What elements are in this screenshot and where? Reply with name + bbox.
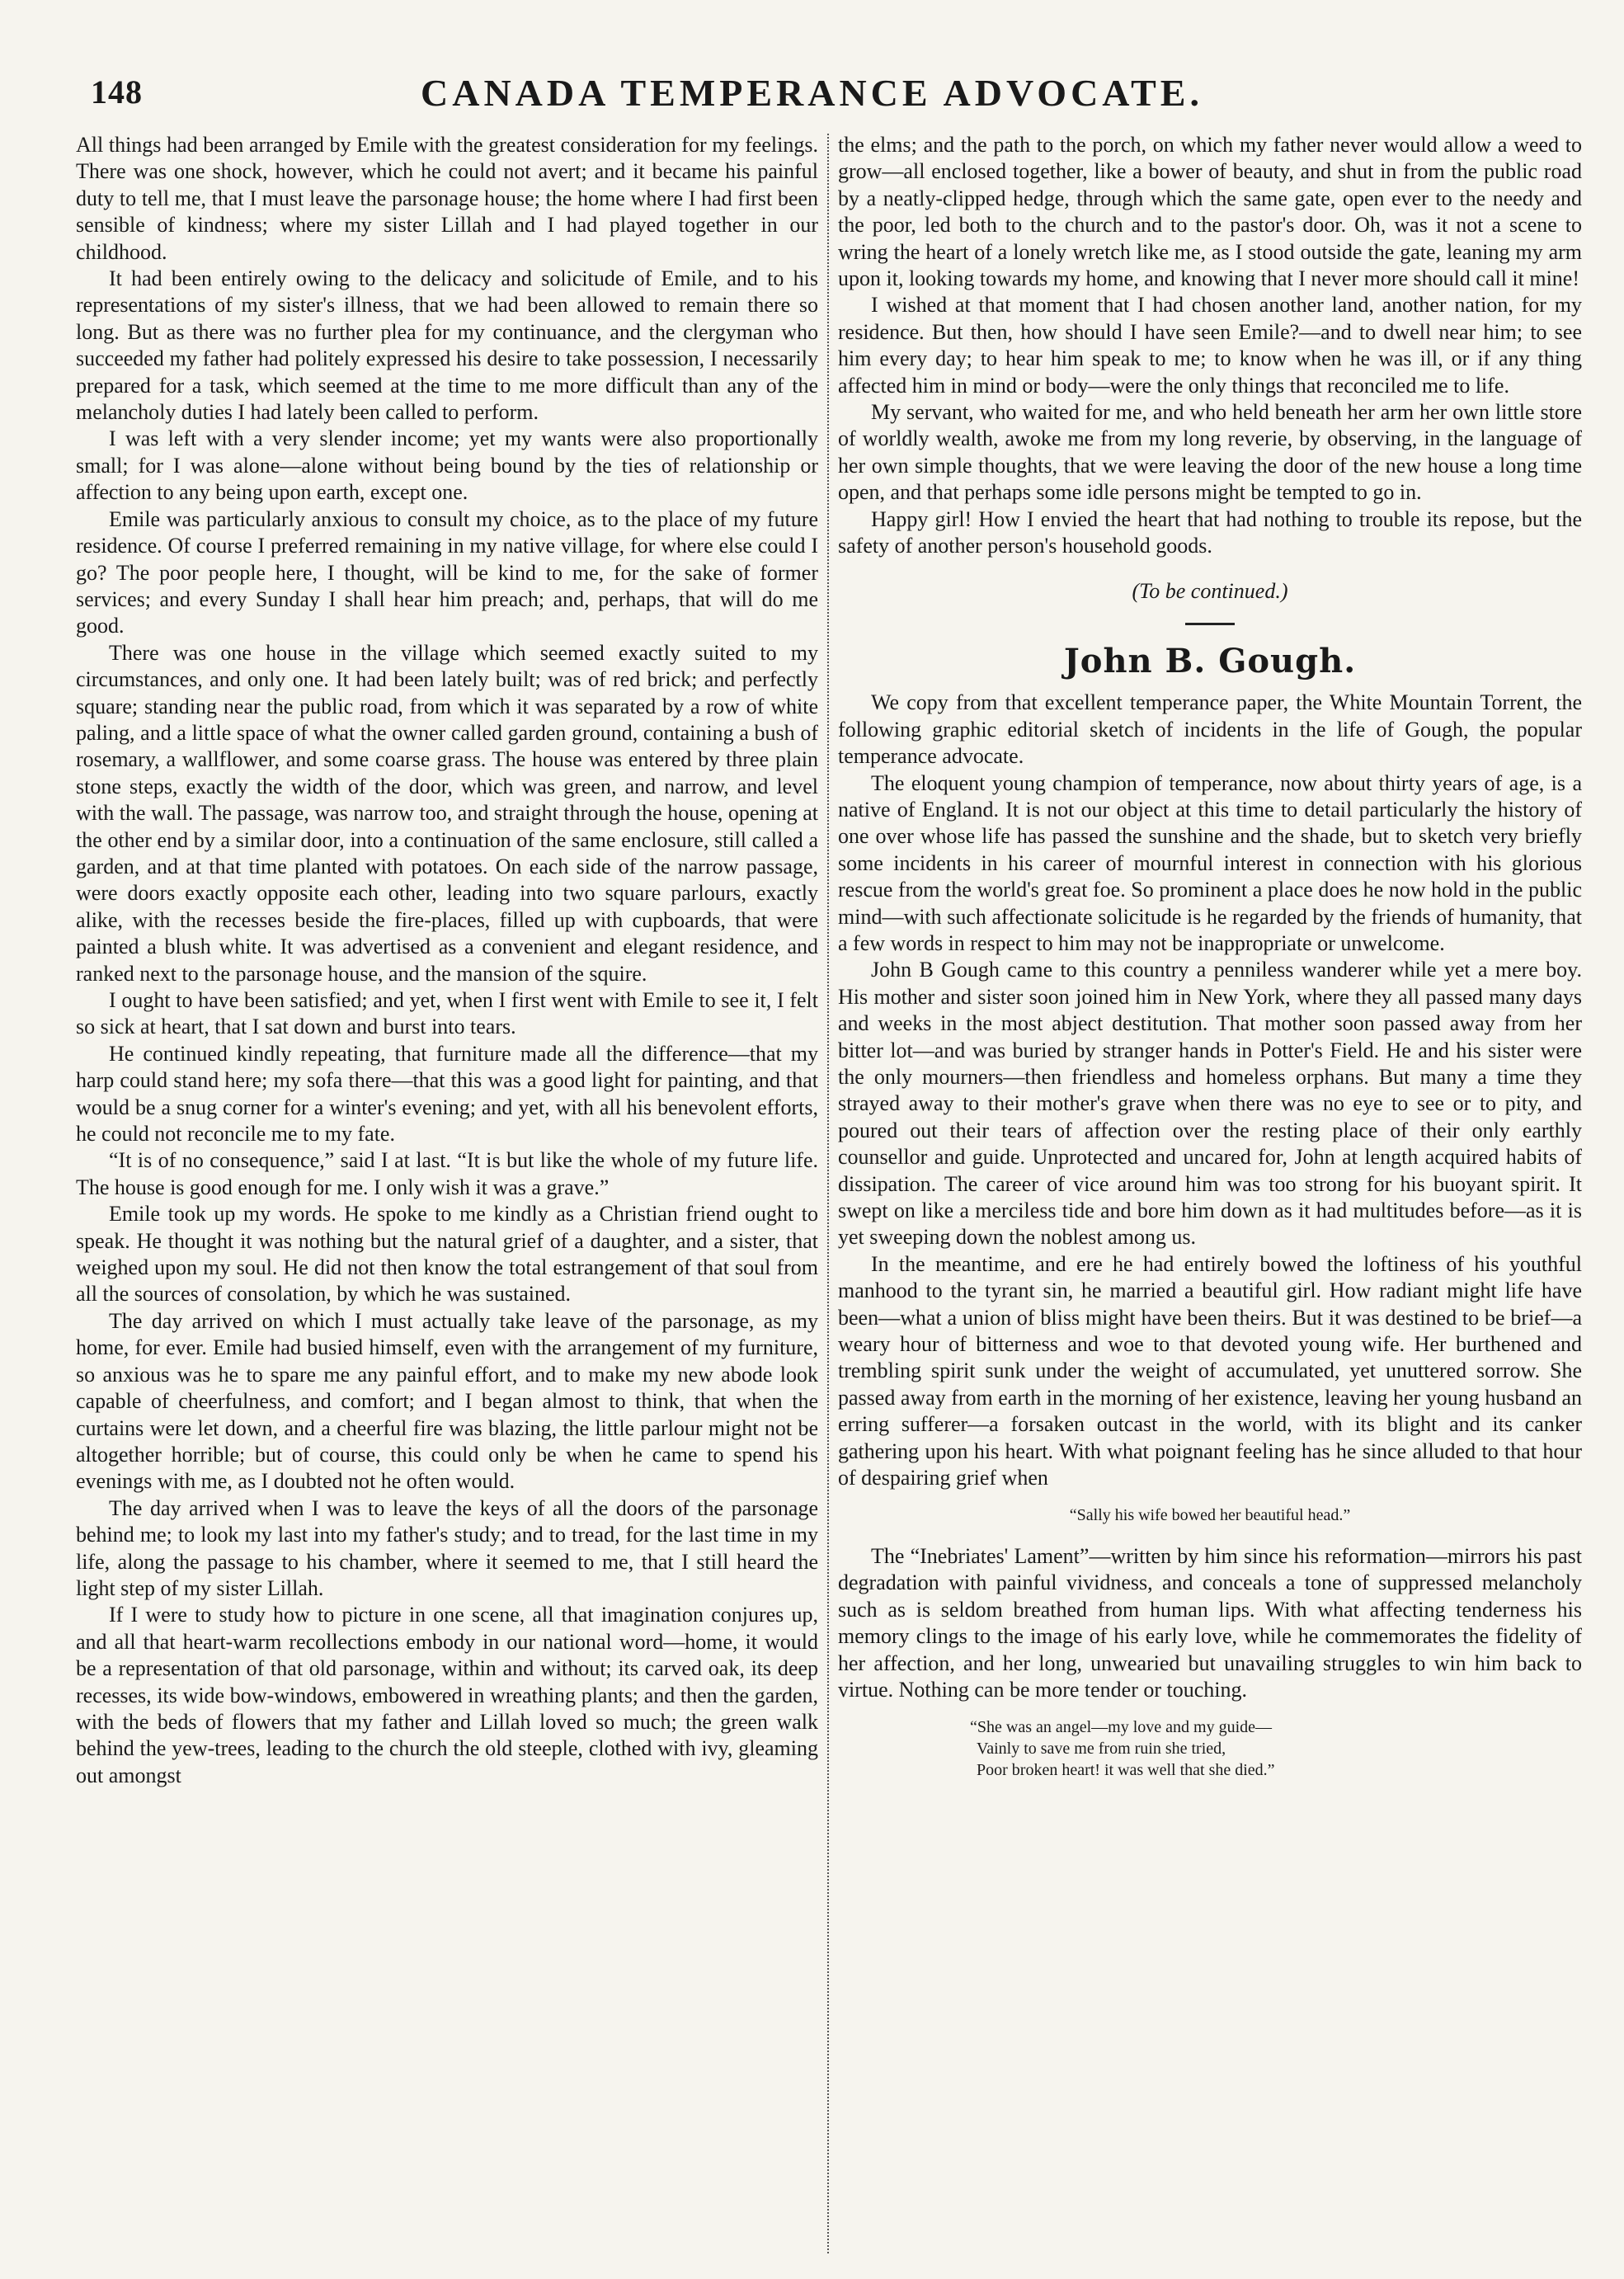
story-paragraph: If I were to study how to picture in one scene, all that imagination conjures up, and all that heart-warm recollections embody in our national word—home, it would be a representation of that old parsonage, within and without; its carved oak, its deep recesses, its wide bow-windows, embowered in wreathing plants; and then the garden, with the beds of flowers that my father and Lillah loved so much; the green walk behind the yew-trees, leading to the church the old steeple, clothed with ivy, gleaming out amongst bbox=[76, 1603, 818, 1787]
running-title: CANADA TEMPERANCE ADVOCATE. bbox=[421, 72, 1203, 114]
story-paragraph: The day arrived on which I must actually take leave of the parsonage, as my home, for ever. Emile had busied himself, even with the arrangement of my furniture, so anxious was he to spare me any painful effort, and to make my new abode look capable of cheerfulness, and comfort; and I began almost to think, that when the curtains were let down, and a cheerful fire was blazing, the little parlour might not be altogether horrible; but of course, this could only be when he came to spend his evenings with me, as I doubted not he often would. bbox=[76, 1308, 818, 1494]
article-paragraph: We copy from that excellent temperance paper, the White Mountain Torrent, the following graphic editorial sketch of incidents in the life of Gough, the popular temperance advocate. bbox=[838, 690, 1582, 769]
verse-line: “She was an angel—my love and my guide— bbox=[970, 1718, 1273, 1737]
verse-block bbox=[970, 1716, 1582, 1781]
story-paragraph: The day arrived when I was to leave the keys of all the doors of the parsonage behind me; to look my last into my father's study; and to tread, for the last time in my life, along the passage to his chamber, where it seemed to me, that I still heard the light step of my sister Lillah. bbox=[76, 1495, 818, 1600]
article-paragraph: John B Gough came to this country a penniless wanderer while yet a mere boy. His mother and sister soon joined him in New York, where they all passed many days and weeks in the most abject destitution. That mother soon passed away from her bitter lot—and was buried by stranger hands in Potter's Field. He and his sister were the only mourners—then friendless and homeless orphans. But many a time they strayed away to their mother's grave when there was no eye to see or to pity, and poured out their tears of affection over the resting place of their only earthly counsellor and guide. Unprotected and uncared for, John at length acquired habits of dissipation. The career of vice around him was too strong for his buoyant spirit. It swept on like a merciless tide and bore him down as it had multitudes before—as it is yet sweeping down the noblest among us. bbox=[838, 958, 1582, 1250]
story-paragraph: All things had been arranged by Emile with the greatest consideration for my feelings. There was one shock, however, which he could not avert; and it became his painful duty to tell me, that I must leave the parsonage house; the home where I had first been sensible of kindness; where my sister Lillah and I had played together in our childhood. bbox=[76, 133, 818, 264]
story-paragraph: There was one house in the village which seemed exactly suited to my circumstances, and only one. It had been lately built; was of red brick; and perfectly square; standing near the public road, from which it was separated by a row of white paling, and a little space of what the owner called garden ground, containing a bush of rosemary, a wallflower, and some coarse grass. The house was entered by three plain stone steps, exactly the width of the door, which was green, and narrow, and level with the wall. The passage, was narrow too, and straight through the house, opening at the other end by a similar door, into a continuation of the same enclosure, still called a garden, and at that time planted with potatoes. On each side of the narrow passage, were doors exactly opposite each other, leading into two square parlours, exactly alike, with the recesses beside the fire-places, filled up with cupboards, that were painted a blush white. It was advertised as a convenient and elegant residence, and ranked next to the parsonage house, and the mansion of the squire. bbox=[76, 640, 818, 986]
section-rule bbox=[1185, 623, 1235, 625]
story-paragraph: He continued kindly repeating, that furniture made all the difference—that my harp could stand here; my sofa there—that this was a good light for painting, and that would be a snug corner for a winter's evening; and yet, with all his benevolent efforts, he could not reconcile me to my fate. bbox=[76, 1041, 818, 1147]
column-divider bbox=[827, 134, 829, 2253]
right-column bbox=[838, 132, 1582, 2244]
quoted-line: “Sally his wife bowed her beautiful head.” bbox=[1069, 1505, 1351, 1524]
story-paragraph: “It is of no consequence,” said I at last. “It is but like the whole of my future life. The house is good enough for me. I only wish it was a grave.” bbox=[76, 1148, 818, 1199]
story-paragraph: the elms; and the path to the porch, on which my father never would allow a weed to grow—all enclosed together, like a bower of beauty, and shut in from the public road by a neatly-clipped hedge, through which the same gate, open ever to the needy and the poor, led both to the church and to the pastor's door. Oh, was it not a scene to wring the heart of a lonely wretch like me, as I stood outside the gate, leaning my arm upon it, looking towards my home, and knowing that I never more should call it mine! bbox=[838, 133, 1582, 291]
section-title: John B. Gough. bbox=[1063, 641, 1357, 680]
story-paragraph: It had been entirely owing to the delicacy and solicitude of Emile, and to his representations of my sister's illness, that we had been allowed to remain there so long. But as there was no further plea for my continuance, and the clergyman who succeeded my father had politely expressed his desire to take possession, I necessarily prepared for a task, which seemed at the time to me more difficult than any of the melancholy duties I had lately been called to perform. bbox=[76, 266, 818, 425]
verse-line: Poor broken heart! it was well that she died.” bbox=[977, 1761, 1275, 1780]
article-paragraph: The eloquent young champion of temperance, now about thirty years of age, is a native of England. It is not our object at this time to detail particularly the history of one over whose life has passed the sunshine and the shade, but to sketch very briefly some incidents in his career of mournful interest in connection with his glorious rescue from the world's great foe. So prominent a place does he now hold in the public mind—with such affectionate solicitude is he regarded by the friends of humanity, that a few words in respect to him may not be inappropriate or unwelcome. bbox=[838, 770, 1582, 955]
story-paragraph: My servant, who waited for me, and who held beneath her arm her own little store of worldly wealth, awoke me from my long reverie, by observing, in the language of her own simple thoughts, that we were leaving the door of the new house a long time open, and that perhaps some idle persons might be tempted to go in. bbox=[838, 400, 1582, 505]
to-be-continued-note: (To be continued.) bbox=[1132, 578, 1288, 603]
story-paragraph: I ought to have been satisfied; and yet, when I first went with Emile to see it, I felt so sick at heart, that I sat down and burst into tears. bbox=[76, 988, 818, 1039]
verse-line: Vainly to save me from ruin she tried, bbox=[977, 1740, 1226, 1759]
story-paragraph: Emile took up my words. He spoke to me kindly as a Christian friend ought to speak. He thought it was nothing but the natural grief of a daughter, and a sister, that weighed upon my soul. He did not then know the total estrangement of that soul from all the sources of consolation, by which he was sustained. bbox=[76, 1202, 818, 1307]
story-paragraph: Happy girl! How I envied the heart that had nothing to trouble its repose, but the safety of another person's household goods. bbox=[838, 506, 1582, 558]
story-paragraph: Emile was particularly anxious to consult my choice, as to the place of my future residence. Of course I preferred remaining in my native village, for where else could I go? The poor people here, I thought, will be kind to me, for the sake of former services; and every Sunday I shall hear him preach; and, perhaps, that will do me good. bbox=[76, 506, 818, 638]
story-paragraph: I was left with a very slender income; yet my wants were also proportionally small; for I was alone—alone without being bound by the ties of relationship or affection to any being upon earth, except one. bbox=[76, 426, 818, 505]
article-paragraph: In the meantime, and ere he had entirely bowed the loftiness of his youthful manhood to the tyrant sin, he married a beautiful girl. How radiant might life have been—what a union of bliss might have been theirs. But it was destined to be brief—a weary hour of bitterness and woe to that devoted young wife. Her burthened and trembling spirit sunk under the weight of accumulated, yet unuttered sorrow. She passed away from earth in the morning of her existence, leaving her young husband an erring sufferer—a forsaken outcast in the world, with its blight and its canker gathering upon his heart. With what poignant feeling has he since alluded to that hour of despairing grief when bbox=[838, 1251, 1582, 1490]
page-number: 148 bbox=[91, 73, 143, 111]
left-column bbox=[76, 132, 818, 2244]
story-paragraph: I wished at that moment that I had chosen another land, another nation, for my residence. But then, how should I have seen Emile?—and to dwell near him; to see him every day; to hear him speak to me; to know when he was ill, or if any thing affected him in mind or body—were the only things that reconciled me to life. bbox=[838, 293, 1582, 398]
article-paragraph: The “Inebriates' Lament”—written by him since his reformation—mirrors his past degradation with painful vividness, and conceals a tone of suppressed melancholy such as is seldom breathed from human lips. With what affecting tenderness his memory clings to the image of his early love, while he commemorates the fidelity of her affection, and her long, unwearied but unavailing struggles to win him back to virtue. Nothing can be more tender or touching. bbox=[838, 1543, 1582, 1702]
